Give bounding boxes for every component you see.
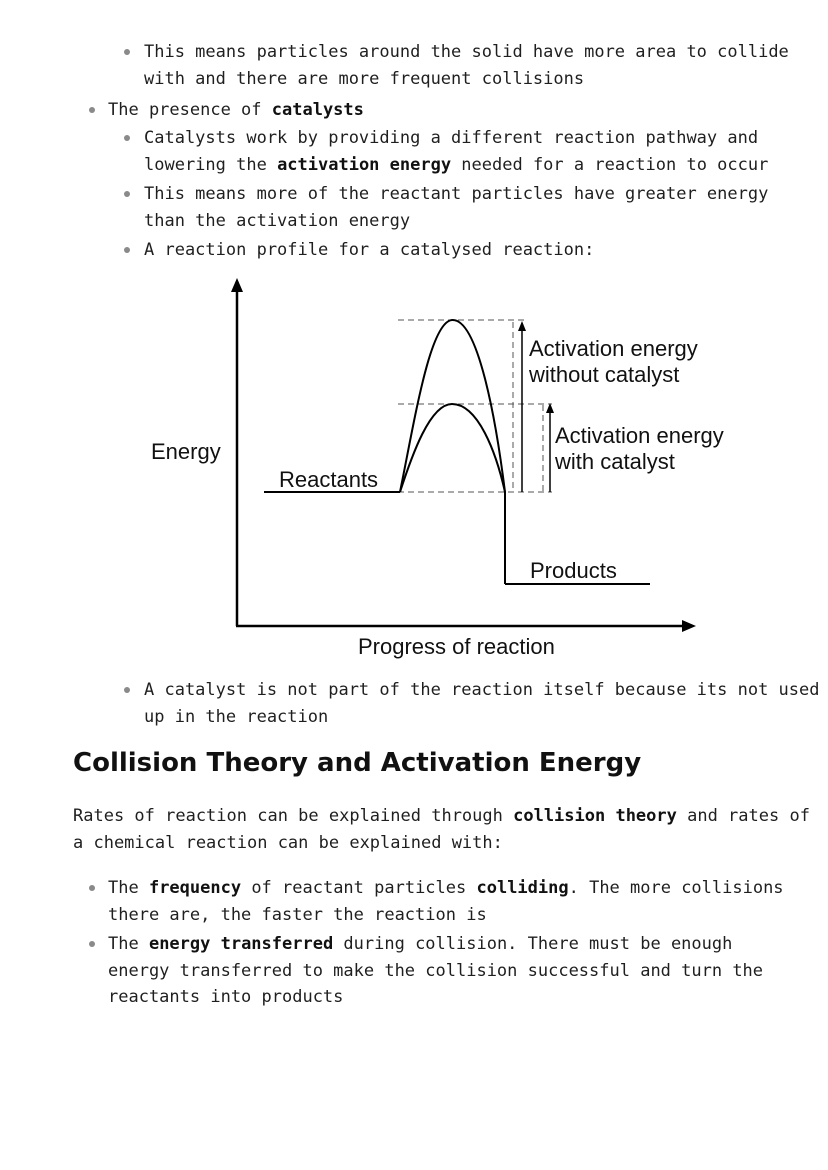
text-line: a chemical reaction can be explained with:: [73, 832, 503, 853]
bullet-more-energy: [144, 181, 768, 234]
text-span: lowering the: [144, 154, 278, 175]
text-line: This means particles around the solid have more area to collide: [144, 42, 789, 62]
ea-with-label-line2: with catalyst: [555, 449, 675, 474]
bullet-reaction-profile: [144, 237, 594, 264]
bold-term: energy transferred: [148, 934, 334, 954]
text-span: Rates of reaction can be explained through: [73, 806, 514, 826]
bullet-surface-area: [144, 39, 789, 92]
text-span: The: [108, 934, 149, 954]
text-span: The presence of: [108, 100, 272, 120]
text-span: needed for a reaction to occur: [451, 154, 769, 175]
bullet-catalyst-pathway: [144, 125, 768, 178]
text-line: A reaction profile for a catalysed reaction:: [144, 240, 595, 260]
bold-term: colliding: [476, 878, 569, 898]
text-line: than the activation energy: [144, 210, 411, 231]
text-line: up in the reaction: [144, 706, 329, 727]
ea-with-arrowhead: [546, 403, 554, 413]
text-line: there are, the faster the reaction is: [108, 904, 487, 925]
bold-term: catalysts: [271, 100, 364, 120]
bullet-dot: [89, 107, 95, 113]
ea-without-label-line2: without catalyst: [529, 362, 680, 387]
x-axis-label: Progress of reaction: [358, 634, 555, 659]
bold-term: activation energy: [277, 154, 452, 175]
products-label: Products: [530, 558, 617, 583]
text-line: reactants into products: [108, 987, 344, 1007]
uncatalysed-curve: [400, 320, 505, 584]
text-line: Catalysts work by providing a different reaction pathway and: [144, 128, 759, 148]
bullet-dot: [124, 191, 130, 197]
bullet-dot: [89, 885, 95, 891]
x-axis-arrowhead: [682, 620, 696, 632]
ea-with-label-line1: Activation energy: [555, 423, 724, 448]
y-axis-label: Energy: [151, 439, 221, 464]
section-heading: Collision Theory and Activation Energy: [73, 748, 642, 778]
bullet-dot: [124, 49, 130, 55]
bullet-catalysts: [108, 97, 364, 124]
text-span: of reactant particles: [241, 878, 477, 898]
bold-term: frequency: [148, 878, 242, 898]
bullet-dot: [124, 135, 130, 141]
text-span: The: [108, 878, 149, 898]
ea-without-arrowhead: [518, 321, 526, 331]
reactants-label: Reactants: [279, 467, 379, 492]
text-span: . The more collisions: [568, 878, 784, 898]
ea-without-label-line1: Activation energy: [529, 336, 698, 361]
text-line: This means more of the reactant particles have greater energy: [144, 184, 769, 204]
text-line: with and there are more frequent collisions: [144, 68, 585, 89]
bullet-catalyst-not-used: [144, 677, 820, 730]
text-span: during collision. There must be enough: [333, 934, 733, 954]
bullet-dot: [89, 941, 95, 947]
bullet-dot: [124, 687, 130, 693]
y-axis-arrowhead: [231, 278, 243, 292]
bullet-dot: [124, 247, 130, 253]
list-item-energy-transferred: [108, 931, 763, 1011]
reaction-profile-diagram: [0, 270, 828, 670]
list-item-frequency: [108, 875, 784, 928]
text-span: and rates of: [676, 806, 810, 826]
intro-paragraph: [73, 803, 810, 856]
text-line: A catalyst is not part of the reaction itself because its not used: [144, 680, 820, 700]
text-line: energy transferred to make the collision successful and turn the: [108, 960, 764, 981]
bold-term: collision theory: [513, 806, 677, 826]
